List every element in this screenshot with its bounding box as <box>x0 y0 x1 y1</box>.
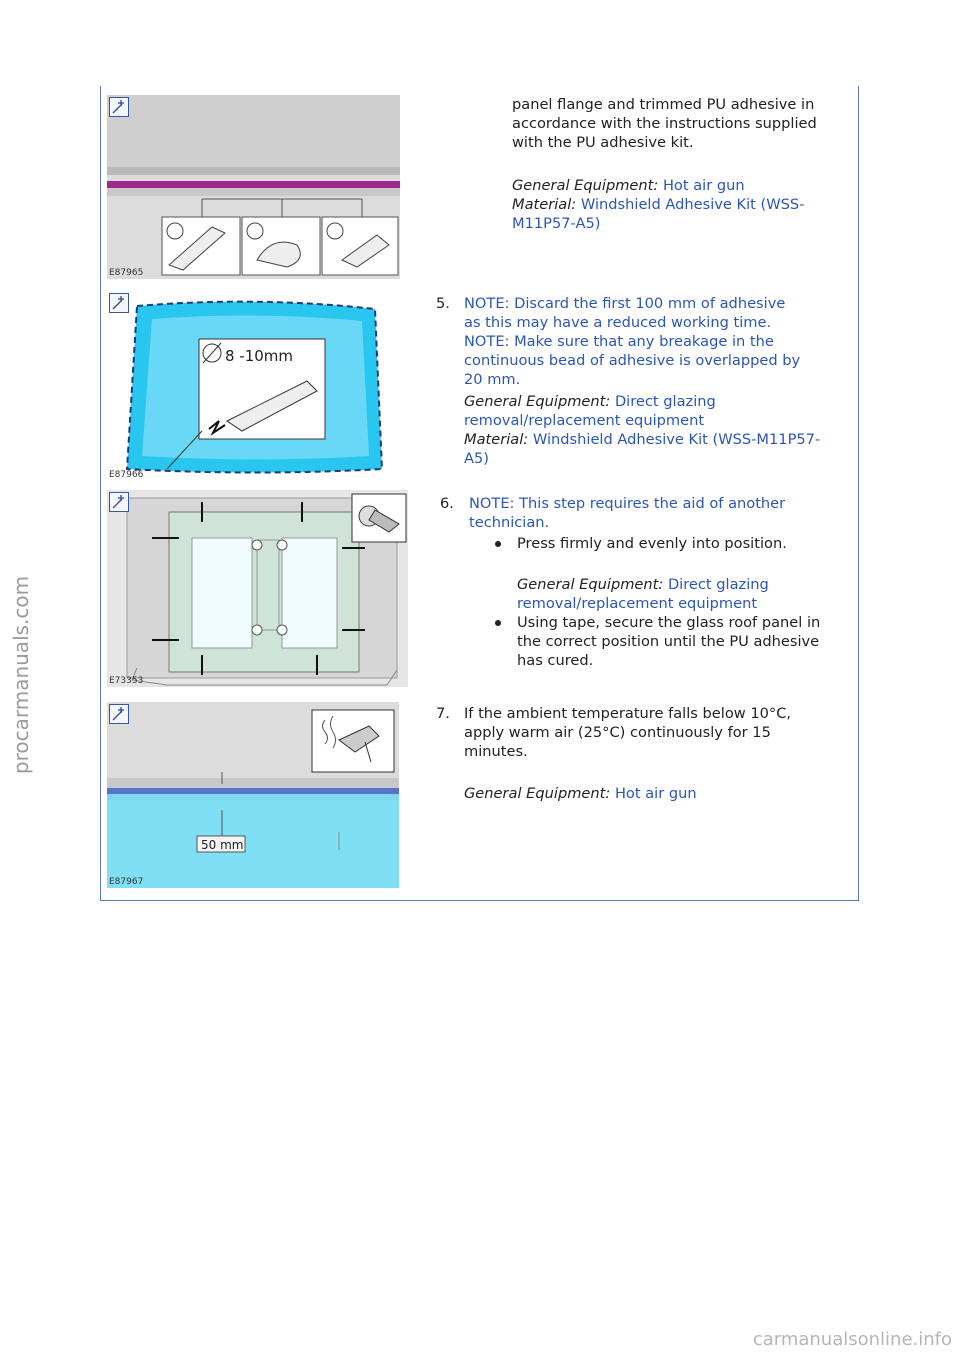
equipment-label: General Equipment: <box>517 576 664 593</box>
equipment-link-cont[interactable]: removal/replacement equipment <box>517 595 758 612</box>
roof-flange-illustration <box>107 95 400 279</box>
bullet-icon <box>495 620 501 626</box>
figure-code: E87966 <box>109 470 144 480</box>
glass-roof-illustration <box>107 490 408 687</box>
material-label: Material: <box>512 196 577 213</box>
equipment-label: General Equipment: <box>464 393 611 410</box>
equipment-link[interactable]: Hot air gun <box>614 785 697 802</box>
side-watermark <box>6 575 36 775</box>
figure-code: E73353 <box>109 676 144 686</box>
zoom-icon[interactable] <box>109 704 129 724</box>
step-number: 5. <box>436 295 450 312</box>
adhesive-bead-illustration <box>107 291 400 481</box>
equipment-link[interactable]: Hot air gun <box>662 177 745 194</box>
figure-step5[interactable] <box>107 291 400 481</box>
equipment-link-cont[interactable]: removal/replacement equipment <box>464 412 705 429</box>
side-watermark-text: procarmanuals.com <box>9 575 33 775</box>
step5-equipment <box>464 392 820 468</box>
step4-text: panel flange and trimmed PU adhesive in accordance with the instructions supplied with the PU adhesive kit. <box>512 96 817 151</box>
figure-code: E87967 <box>109 877 144 887</box>
step-number: 6. <box>440 495 454 512</box>
dimension-label: 8 -10mm <box>225 347 294 365</box>
zoom-icon[interactable] <box>109 293 129 313</box>
warm-air-illustration <box>107 702 399 888</box>
figure-step6[interactable] <box>107 490 408 687</box>
dimension-label: 50 mm <box>201 838 244 852</box>
equipment-link[interactable]: Direct glazing <box>614 393 716 410</box>
equipment-link[interactable]: Direct glazing <box>667 576 769 593</box>
zoom-icon[interactable] <box>109 492 129 512</box>
figure-step7[interactable] <box>107 702 399 888</box>
footer-watermark: carmanualsonline.info <box>752 1329 952 1350</box>
equipment-label: General Equipment: <box>464 785 611 802</box>
bullet-icon <box>495 541 501 547</box>
step4-equipment <box>512 176 804 233</box>
equipment-label: General Equipment: <box>512 177 659 194</box>
material-link[interactable]: Windshield Adhesive Kit (WSS-M11P57- <box>532 431 821 448</box>
step6-note: NOTE: This step requires the aid of another technician. <box>469 495 786 531</box>
zoom-icon[interactable] <box>109 97 129 117</box>
step-number: 7. <box>436 705 450 722</box>
figure-step4[interactable] <box>107 95 400 279</box>
step6-bullet-2: Using tape, secure the glass roof panel in the correct position until the PU adhesive has cured. <box>517 613 820 670</box>
material-label: Material: <box>464 431 529 448</box>
step7-equipment <box>464 784 697 803</box>
step7-text: If the ambient temperature falls below 10°C, apply warm air (25°C) continuously for 15 minutes. <box>464 705 792 760</box>
material-link-cont[interactable]: A5) <box>464 450 489 467</box>
step5-notes: NOTE: Discard the first 100 mm of adhesive as this may have a reduced working time. NOTE: Make sure that any breakage in the continuous bead of adhesive is overlapped by 20 mm. <box>464 295 801 388</box>
step6-equipment <box>517 575 769 613</box>
figure-code: E87965 <box>109 268 144 278</box>
material-link-cont[interactable]: M11P57-A5) <box>512 215 601 232</box>
material-link[interactable]: Windshield Adhesive Kit (WSS- <box>580 196 805 213</box>
step6-bullet-1: Press firmly and evenly into position. <box>517 534 787 553</box>
